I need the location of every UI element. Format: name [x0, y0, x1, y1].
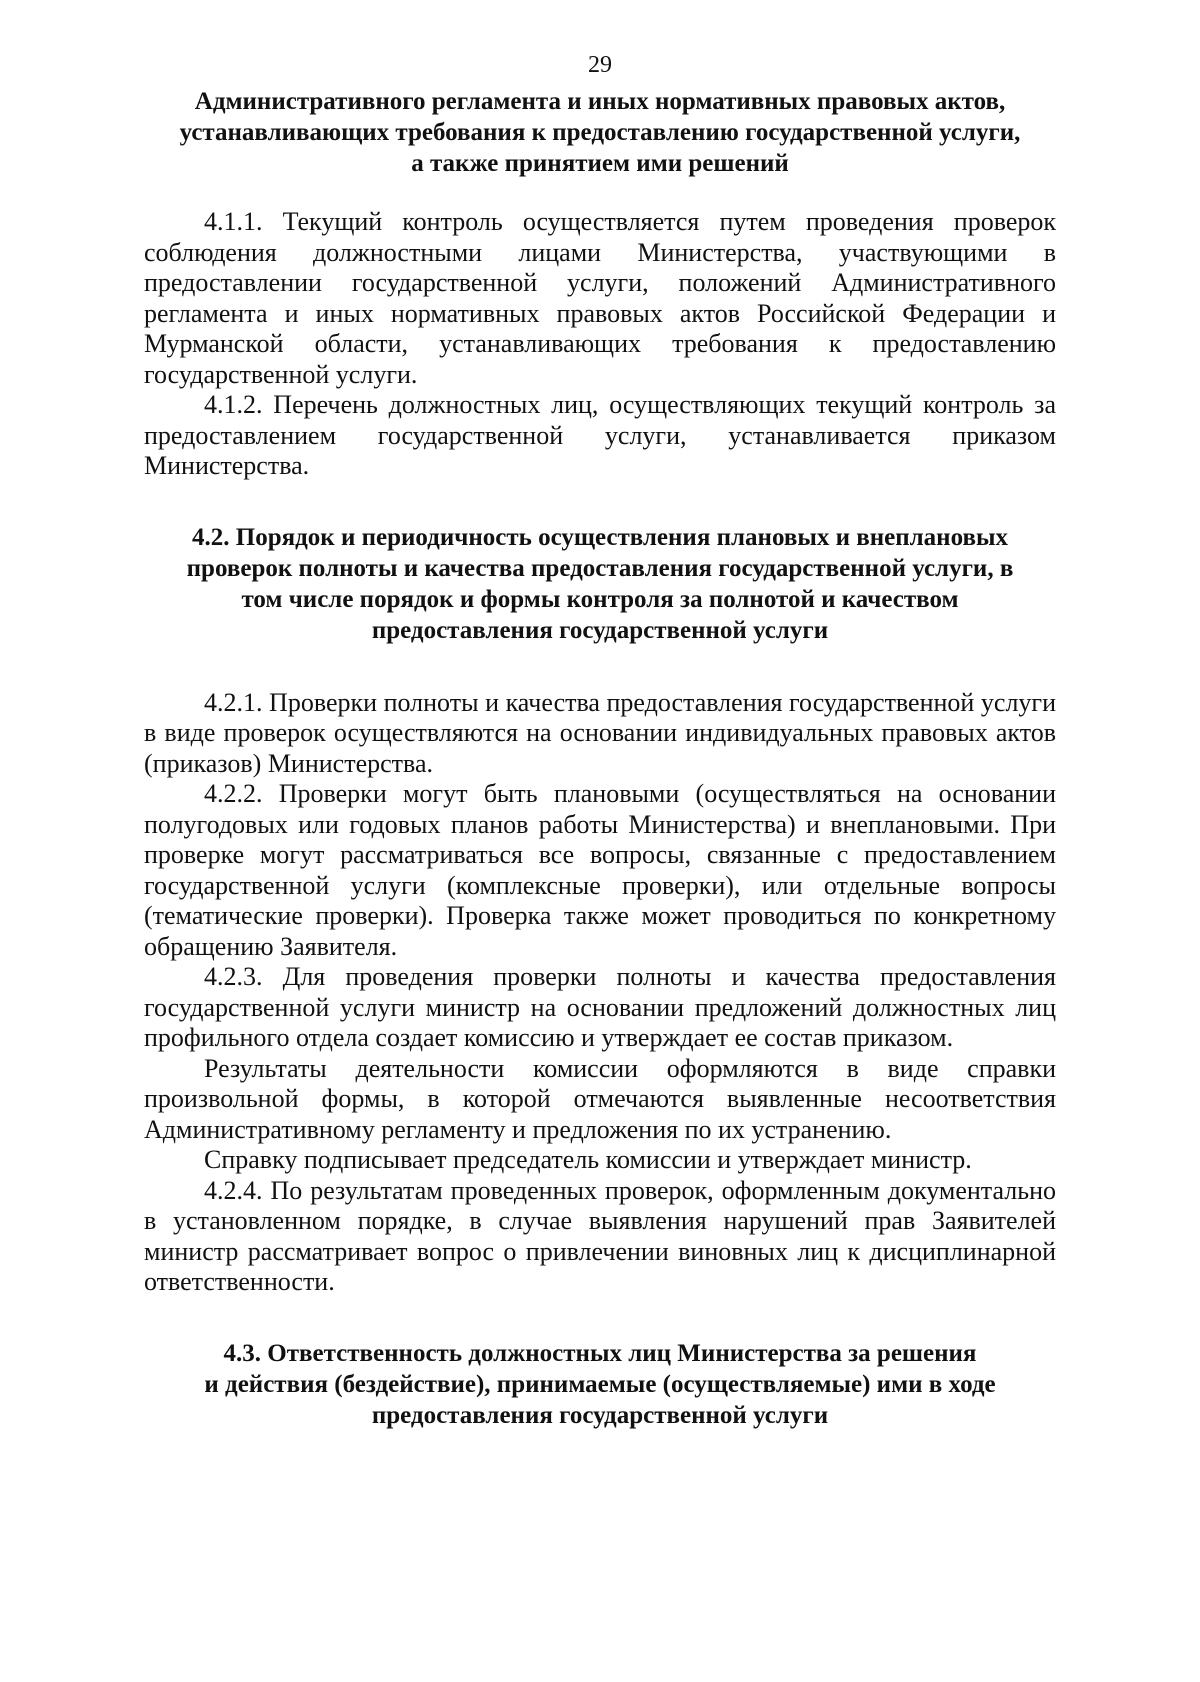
- section-4-3-heading: [144, 1338, 1056, 1431]
- heading-line: и действия (бездействие), принимаемые (осуществляемые) ими в ходе: [204, 1370, 996, 1398]
- heading-line: проверок полноты и качества предоставления государственной услуги, в: [186, 554, 1014, 582]
- heading-line: а также принятием ими решений: [411, 150, 789, 177]
- paragraph-4-2-4: 4.2.4. По результатам проведенных проверок, оформленным документально в установленном порядке, в случае выявления нарушений прав Заявителей министр рассматривает вопрос о привлечении виновных лиц к дисциплинарной ответственности.: [144, 1175, 1056, 1296]
- page-content: [144, 50, 1056, 1431]
- paragraph-4-1-2: 4.1.2. Перечень должностных лиц, осуществляющих текущий контроль за предоставлением государственной услуги, устанавливается приказом Министерства.: [144, 390, 1056, 480]
- heading-line: Административного регламента и иных нормативных правовых актов,: [194, 88, 1006, 115]
- heading-line: том числе порядок и формы контроля за полнотой и качеством: [241, 585, 959, 613]
- section-4-2-heading: [144, 522, 1056, 646]
- heading-line: 4.3. Ответственность должностных лиц Министерства за решения: [223, 1339, 977, 1367]
- section-4-1-heading-continuation: [144, 86, 1056, 179]
- paragraph-4-2-3: 4.2.3. Для проведения проверки полноты и качества предоставления государственной услуги министр на основании предложений должностных лиц профильного отдела создает комиссию и утверждает ее состав приказом.: [144, 962, 1056, 1052]
- paragraph-certificate-signing: Справку подписывает председатель комиссии и утверждает министр.: [204, 1145, 972, 1174]
- paragraph-4-1-1: 4.1.1. Текущий контроль осуществляется путем проведения проверок соблюдения должностными лицами Министерства, участвующими в предоставлении государственной услуги, положений Административного регламента и иных нормативных правовых актов Российской Федерации и Мурманской области, устанавливающих требования к предоставлению государственной услуги.: [144, 207, 1056, 389]
- heading-line: предоставления государственной услуги: [371, 1401, 829, 1429]
- paragraph-4-2-1: 4.2.1. Проверки полноты и качества предоставления государственной услуги в виде проверок осуществляются на основании индивидуальных правовых актов (приказов) Министерства.: [144, 687, 1056, 778]
- heading-line: устанавливающих требования к предоставлению государственной услуги,: [179, 119, 1021, 146]
- heading-line: 4.2. Порядок и периодичность осуществления плановых и внеплановых: [192, 523, 1008, 551]
- page-number: 29: [588, 52, 612, 78]
- paragraph-4-2-2: 4.2.2. Проверки могут быть плановыми (осуществляться на основании полугодовых или годовых планов работы Министерства) и внеплановыми. При проверке могут рассматриваться все вопросы, связанные с предоставлением государственной услуги (комплексные проверки), или отдельные вопросы (тематические проверки). Проверка также может проводиться по конкретному обращению Заявителя.: [144, 779, 1056, 961]
- heading-line: предоставления государственной услуги: [371, 616, 829, 644]
- paragraph-commission-results: Результаты деятельности комиссии оформляются в виде справки произвольной формы, в которой отмечаются выявленные несоответствия Административному регламенту и предложения по их устранению.: [144, 1053, 1056, 1144]
